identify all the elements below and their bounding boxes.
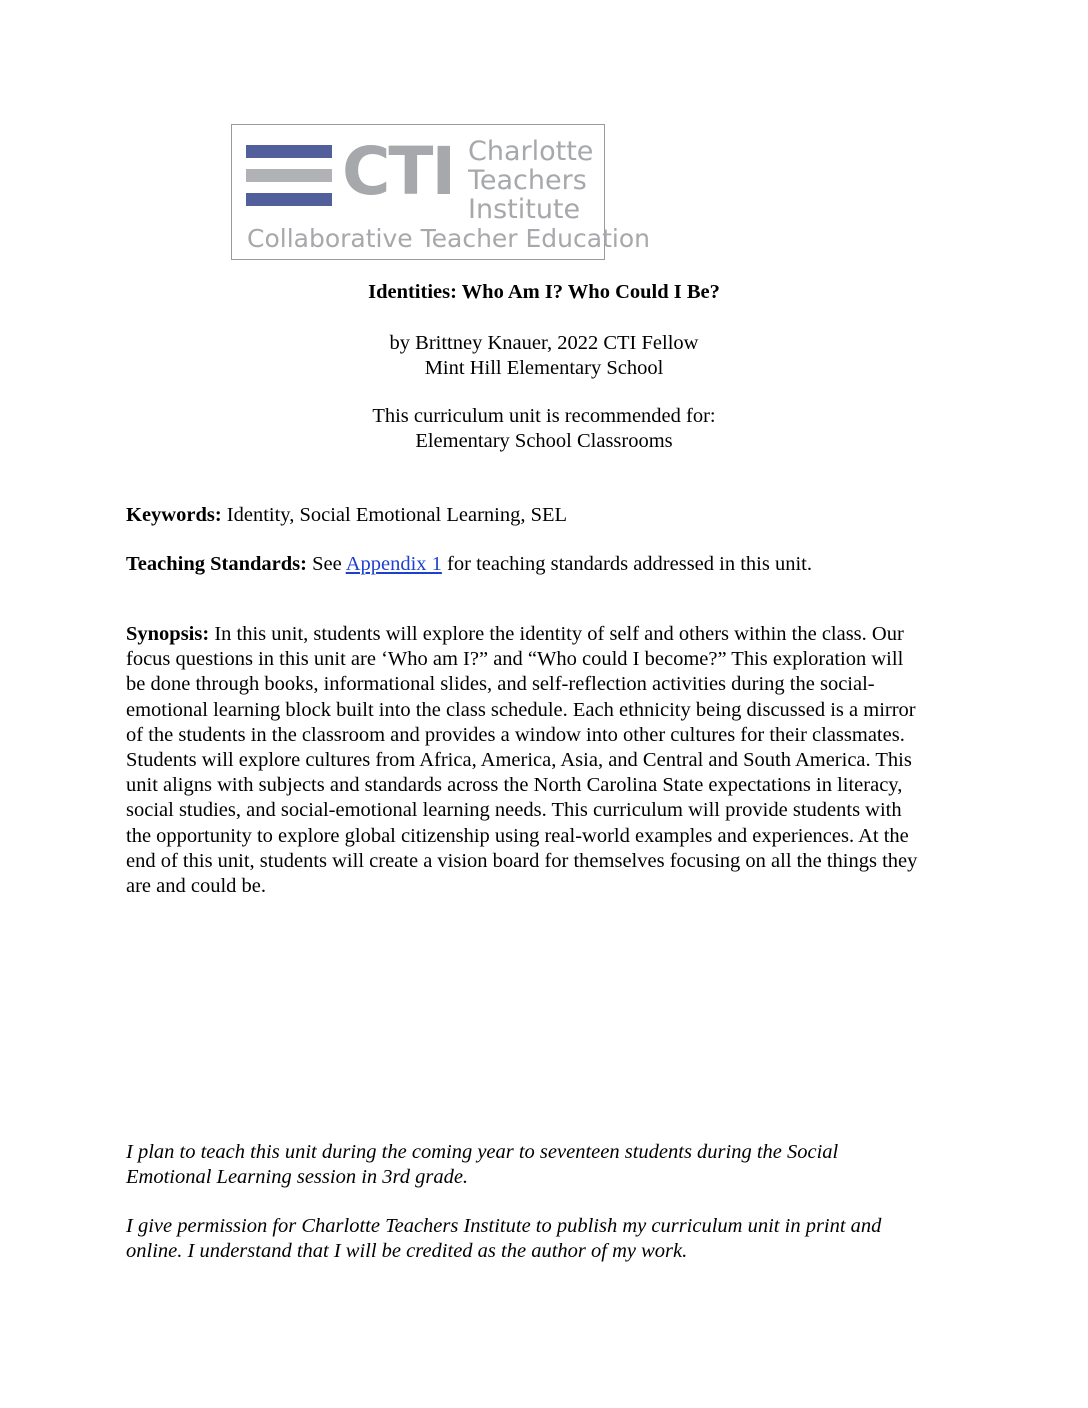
recommended-value: Elementary School Classrooms <box>415 430 673 452</box>
publication-permission-note: I give permission for Charlotte Teachers Institute to publish my curriculum unit in print and online. I understand that I will be credited as the author of my work. <box>126 1215 882 1263</box>
standards-pre: See <box>312 553 342 575</box>
logo-acronym: CTI <box>342 133 455 210</box>
byline <box>126 331 962 381</box>
keywords-value: Identity, Social Emotional Learning, SEL <box>226 504 568 526</box>
synopsis-label: Synopsis: <box>126 623 210 645</box>
recommended-label: This curriculum unit is recommended for: <box>372 405 716 427</box>
author-line: by Brittney Knauer, 2022 CTI Fellow <box>389 332 699 354</box>
standards-label: Teaching Standards: <box>126 553 307 575</box>
appendix-1-link[interactable]: Appendix 1 <box>345 553 442 575</box>
cti-logo <box>231 124 650 260</box>
school-line: Mint Hill Elementary School <box>424 357 664 379</box>
standards-post: for teaching standards addressed in this unit. <box>447 553 812 575</box>
page-title: Identities: Who Am I? Who Could I Be? <box>368 281 720 303</box>
logo-word-charlotte: Charlotte <box>468 136 594 167</box>
keywords-line <box>126 503 962 528</box>
keywords-label: Keywords: <box>126 504 222 526</box>
teaching-plan-note: I plan to teach this unit during the coming year to seventeen students during the Social Emotional Learning session in 3rd grade. <box>126 1141 839 1189</box>
logo-word-institute: Institute <box>468 194 581 225</box>
recommended-block <box>126 404 962 454</box>
standards-line <box>126 552 962 577</box>
synopsis-text: In this unit, students will explore the identity of self and others within the class. Our focus questions in this unit are ‘Who am I?” and “Who could I become?” This exploration will be done through books, informational slides, and self-reflection activities during the social-emotional learning block built into the class schedule. Each ethnicity being discussed is a mirror of the students in the classroom and provides a window into other cultures for their classmates. Students will explore cultures from Africa, America, Asia, and Central and South America. This unit aligns with subjects and standards across the North Carolina State expectations in literacy, social studies, and social-emotional learning needs. This curriculum will provide students with the opportunity to explore global citizenship using real-world examples and experiences. At the end of this unit, students will create a vision board for themselves focusing on all the things they are and could be. <box>126 623 918 898</box>
logo-word-teachers: Teachers <box>468 165 587 196</box>
logo-tagline: Collaborative Teacher Education <box>247 224 650 253</box>
logo-bars-icon <box>246 145 332 207</box>
logo-wordmark <box>468 137 593 224</box>
synopsis-paragraph <box>126 622 926 899</box>
